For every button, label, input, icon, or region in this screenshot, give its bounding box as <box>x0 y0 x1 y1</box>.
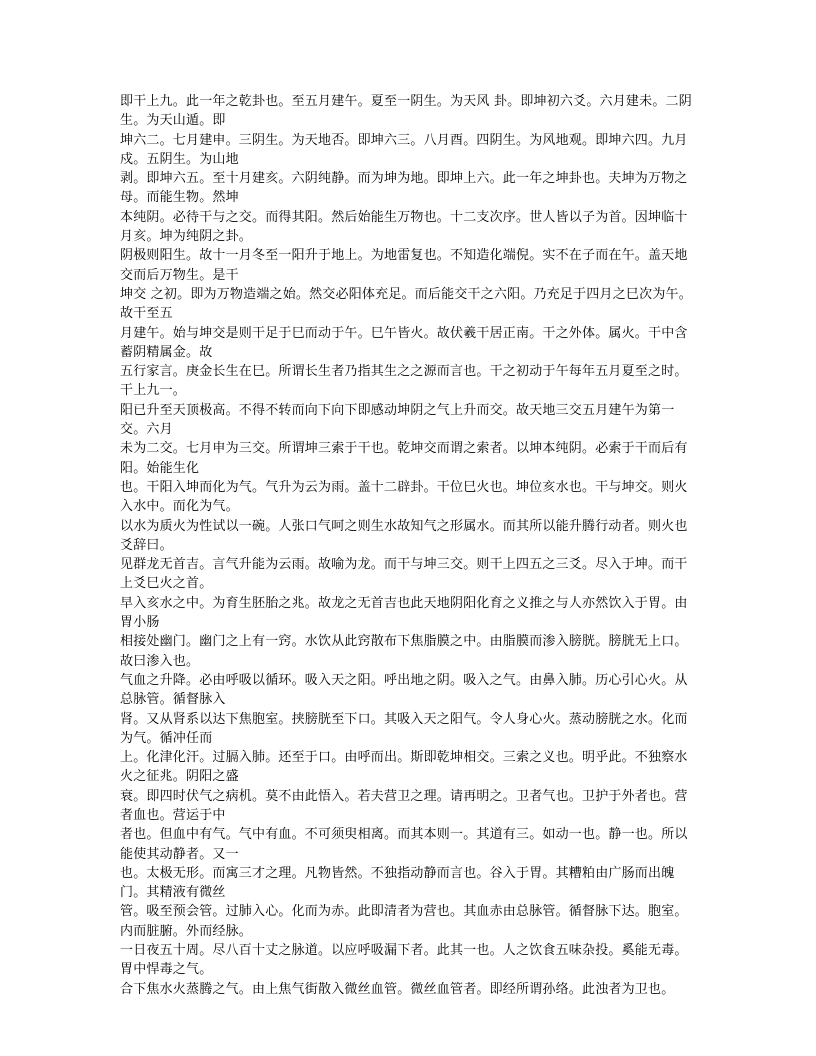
text-line: 也。干阳入坤而化为气。气升为云为雨。盖十二辟卦。干位巳火也。坤位亥水也。干与坤交。则火入水中。而化为气。 <box>120 479 688 515</box>
text-line: 上。化津化汗。过膈入肺。还至于口。由呼而出。斯即乾坤相交。三索之义也。明乎此。不独察水火之征兆。阴阳之盛 <box>120 750 688 785</box>
text-line: 剥。即坤六五。至十月建亥。六阴纯静。而为坤为地。即坤上六。此一年之坤卦也。夫坤为万物之母。而能生物。然坤 <box>120 171 688 206</box>
text-line: 衰。即四时伏气之病机。莫不由此悟入。若夫营卫之理。请再明之。卫者气也。卫护于外者也。营者血也。营运于中 <box>120 788 688 823</box>
text-line: 月建午。始与坤交是则干足于巳而动于午。巳午皆火。故伏羲干居正南。干之外体。属火。干中含蓄阴精属金。故 <box>120 325 688 360</box>
text-line: 五行家言。庚金长生在巳。所谓长生者乃指其生之之源而言也。干之初动于午每年五月夏至之时。干上九一。 <box>120 364 688 399</box>
document-page <box>120 92 696 999</box>
text-line: 阳已升至天顶极高。不得不转而向下向下即感动坤阴之气上升而交。故天地三交五月建午为第一交。六月 <box>120 402 675 438</box>
text-line: 本纯阴。必待干与之交。而得其阳。然后始能生万物也。十二支次序。世人皆以子为首。因坤临十月亥。坤为纯阴之卦。 <box>120 209 688 245</box>
text-line: 也。太极无形。而寓三才之理。凡物皆然。不独指动静而言也。谷入于胃。其糟粕由广肠而出魄门。其精液有微丝 <box>120 865 675 901</box>
text-line: 合下焦水火蒸腾之气。由上焦气街散入微丝血管。微丝血管者。即经所谓孙络。此浊者为卫也。 <box>120 981 675 997</box>
text-line: 坤六二。七月建申。三阴生。为天地否。即坤六三。八月酉。四阴生。为风地观。即坤六四。九月戍。五阴生。为山地 <box>120 132 688 167</box>
text-line: 一日夜五十周。尽八百十丈之脉道。以应呼吸漏下者。此其一也。人之饮食五味杂投。奚能无毒。胃中悍毒之气。 <box>120 943 688 978</box>
text-line: 早入亥水之中。为育生胚胎之兆。故龙之无首吉也此天地阴阳化育之义推之与人亦然饮入于胃。由胃小肠 <box>120 595 688 631</box>
text-line: 未为二交。七月申为三交。所谓坤三索于干也。乾坤交而谓之索者。以坤本纯阴。必索于干而后有阳。始能生化 <box>120 441 688 476</box>
text-line: 相接处幽门。幽门之上有一窍。水饮从此窍散布下焦脂膜之中。由脂膜而渗入膀胱。膀胱无上口。故曰渗入也。 <box>120 634 688 669</box>
text-line: 即干上九。此一年之乾卦也。至五月建午。夏至一阴生。为天风 卦。即坤初六爻。六月建未。二阴生。为天山遁。即 <box>120 94 692 129</box>
text-line: 管。吸至预会管。过肺入心。化而为赤。此即清者为营也。其血赤由总脉管。循督脉下达。胞室。内而脏腑。外而经脉。 <box>120 904 688 939</box>
text-line: 气血之升降。必由呼吸以循环。吸入天之阳。呼出地之阴。吸入之气。由鼻入肺。历心引心火。从总脉管。循督脉入 <box>120 672 688 708</box>
text-line: 坤交 之初。即为万物造端之始。然交必阳体充足。而后能交干之六阳。乃充足于四月之巳次为午。故干至五 <box>120 286 692 322</box>
text-line: 者也。但血中有气。气中有血。不可须臾相离。而其本则一。其道有三。如动一也。静一也。所以能使其动静者。又一 <box>120 827 688 862</box>
text-line: 肾。又从肾系以达下焦胞室。挟膀胱至下口。其吸入天之阳气。令人身心火。蒸动膀胱之水。化而为气。循冲任而 <box>120 711 688 746</box>
text-line: 以水为质火为性试以一碗。人张口气呵之则生水故知气之形属水。而其所以能升腾行动者。则火也爻辞曰。 <box>120 518 688 553</box>
text-line: 阴极则阳生。故十一月冬至一阳升于地上。为地雷复也。不知造化端倪。实不在子而在午。盖天地交而后万物生。是干 <box>120 248 688 283</box>
text-line: 见群龙无首吉。言气升能为云雨。故喻为龙。而干与坤三交。则干上四五之三爻。尽入于坤。而干上爻巳火之首。 <box>120 557 688 592</box>
